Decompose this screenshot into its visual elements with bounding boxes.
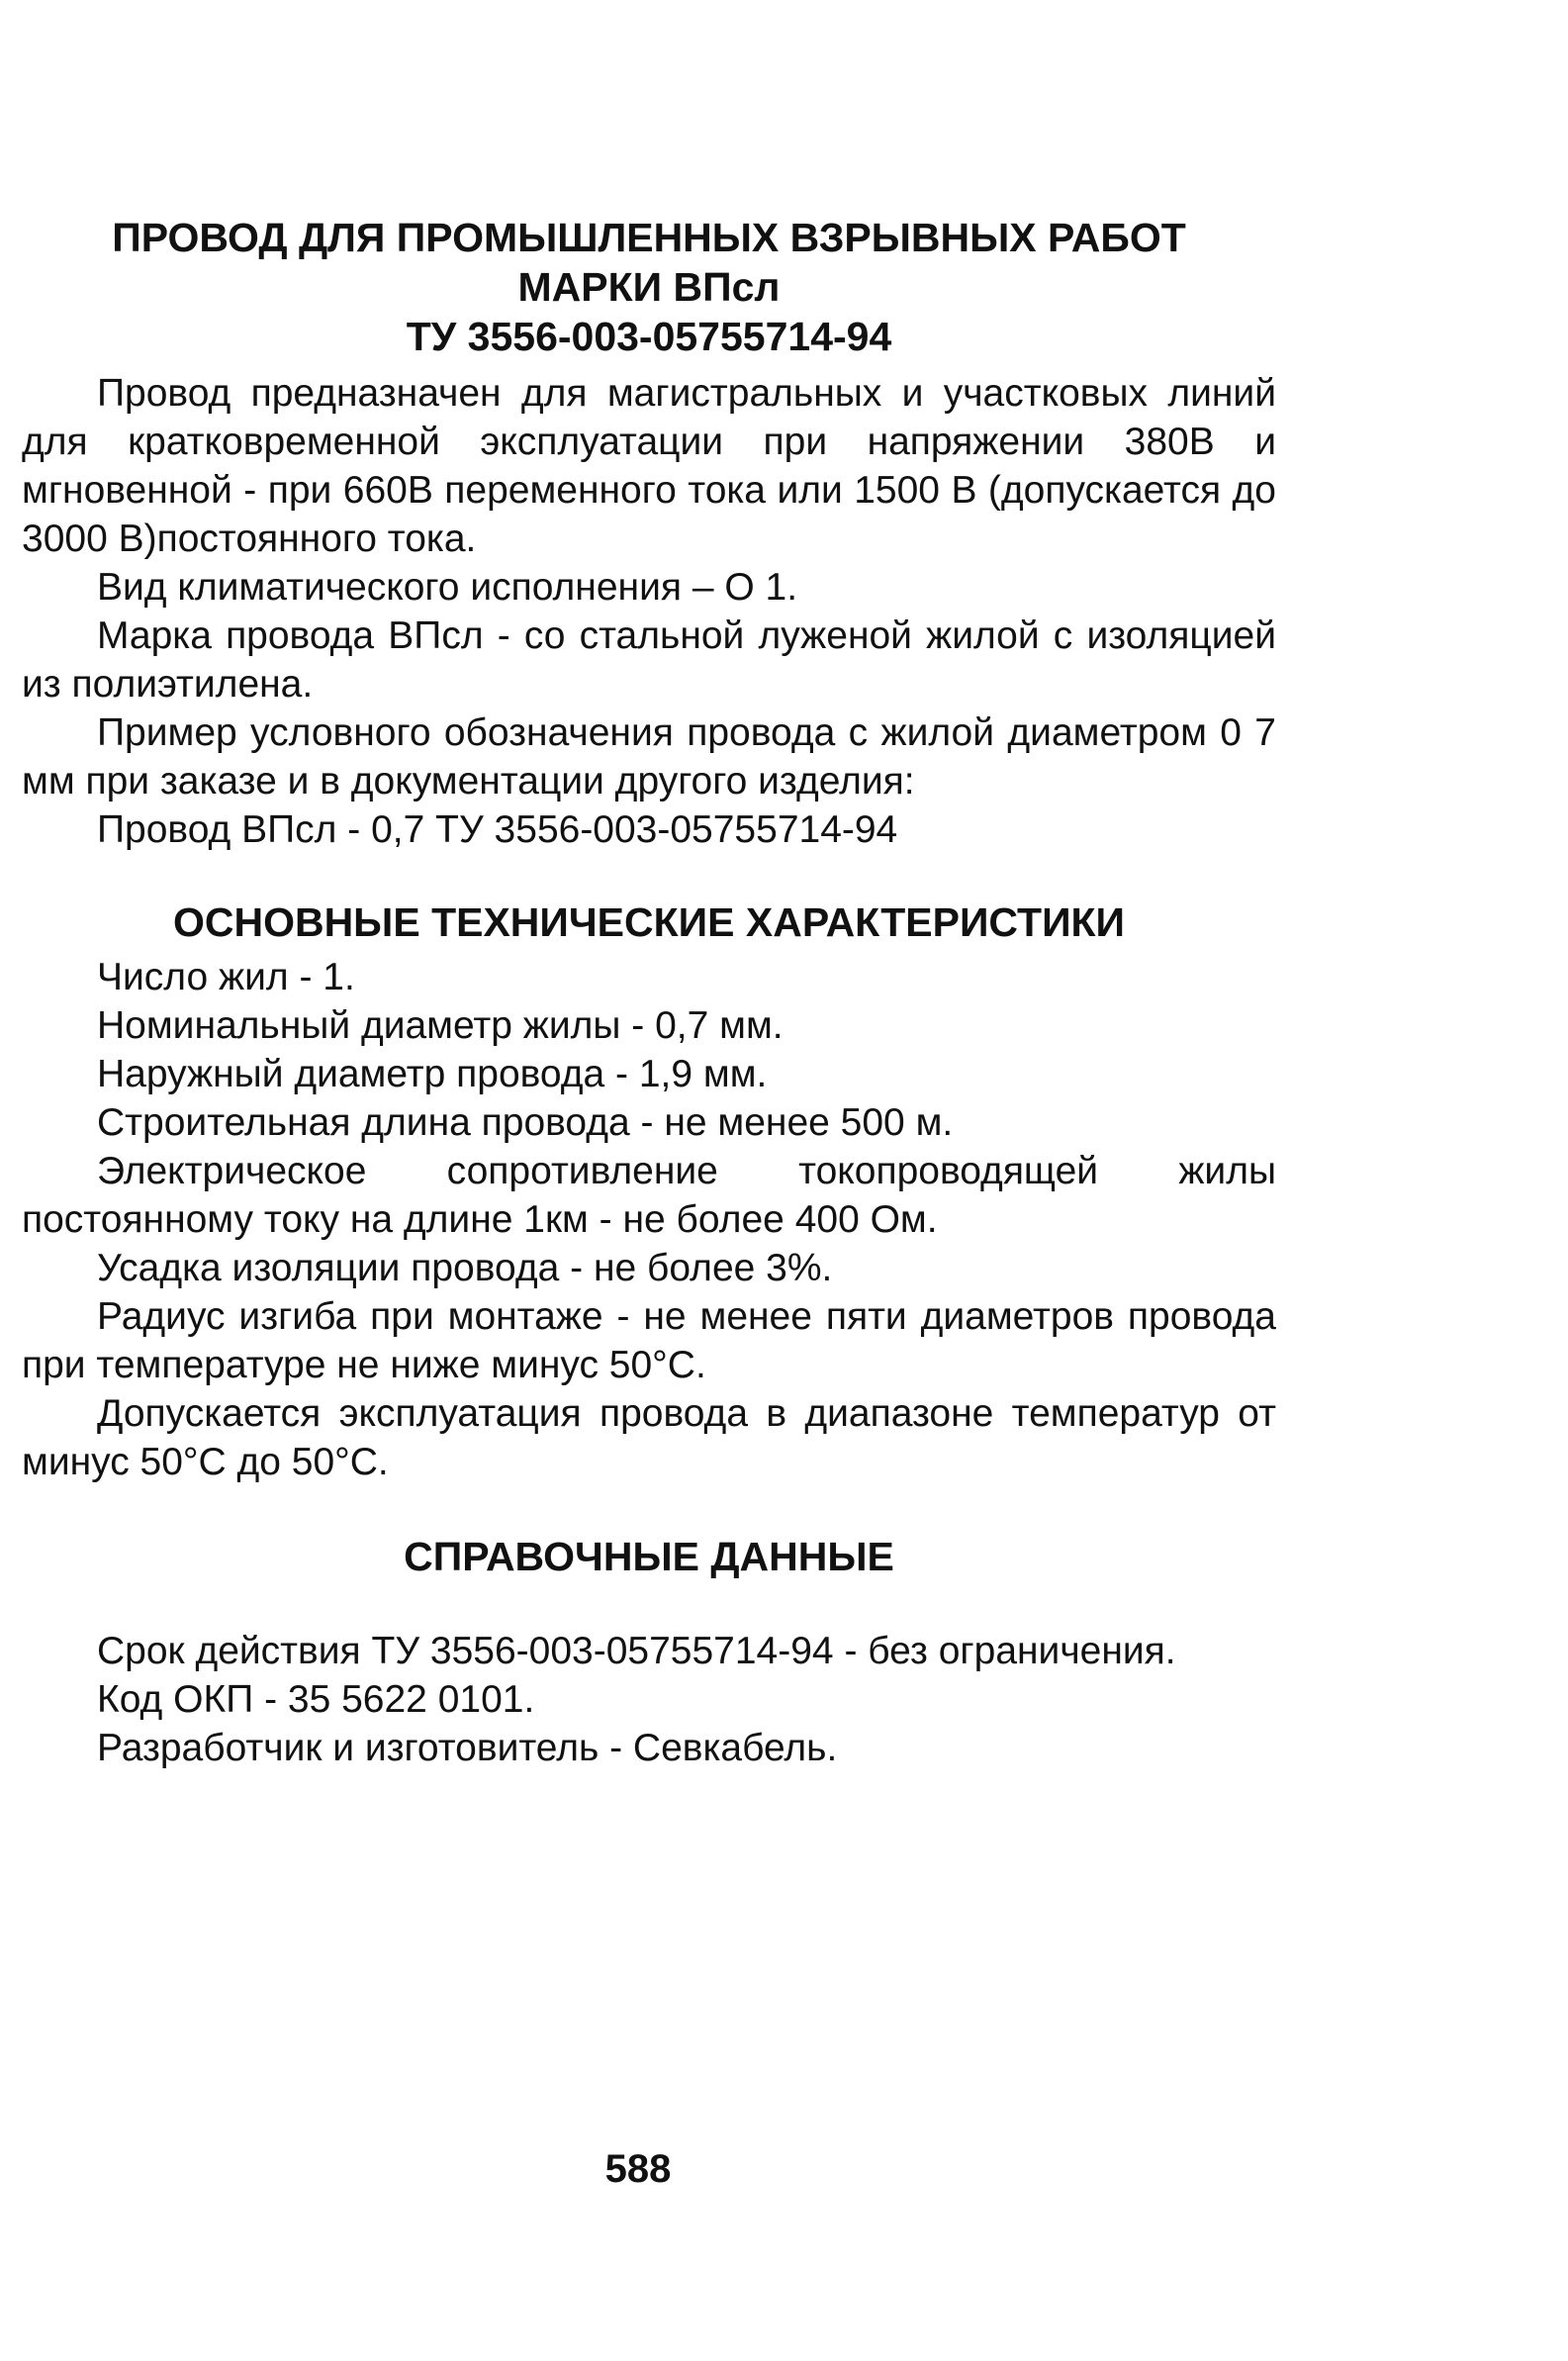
intro-paragraph: Марка провода ВПсл - со стальной луженой жилой с изоляцией из полиэтилена.	[22, 614, 1276, 706]
tech-item: Строительная длина провода - не менее 500 м.	[97, 1101, 954, 1144]
intro-paragraph: Провод предназначен для магистральных и участковых линий для кратковременной эксплуатации при напряжении 380В и мгновенной - при 660В переменного тока или 1500 В (допускается до 3000 В)постоянного тока.	[22, 372, 1276, 560]
document-body	[22, 213, 1276, 1772]
tech-section-heading: ОСНОВНЫЕ ТЕХНИЧЕСКИЕ ХАРАКТЕРИСТИКИ	[172, 899, 1126, 945]
intro-paragraph: Вид климатического исполнения – О 1.	[97, 566, 798, 609]
tech-item: Электрическое сопротивление токопроводящей жилы постоянному току на длине 1км - не более 400 Ом.	[22, 1150, 1276, 1241]
tech-item: Наружный диаметр провода - 1,9 мм.	[97, 1053, 768, 1095]
intro-paragraph: Пример условного обозначения провода с жилой диаметром 0 7 мм при заказе и в документации другого изделия:	[22, 711, 1276, 803]
document-title: ПРОВОД ДЛЯ ПРОМЫШЛЕННЫХ ВЗРЫВНЫХ РАБОТ	[112, 215, 1186, 260]
reference-section-heading: СПРАВОЧНЫЕ ДАННЫЕ	[404, 1534, 894, 1579]
spec-number: ТУ 3556-003-05755714-94	[406, 314, 892, 359]
page-number: 588	[604, 2147, 672, 2191]
product-mark: МАРКИ ВПсл	[517, 264, 781, 310]
reference-item: Разработчик и изготовитель - Севкабель.	[97, 1727, 838, 1769]
tech-item: Допускается эксплуатация провода в диапазоне температур от минус 50°С до 50°С.	[22, 1392, 1276, 1483]
tech-item: Радиус изгиба при монтаже - не менее пяти диаметров провода при температуре не ниже минус 50°С.	[22, 1295, 1276, 1386]
reference-section	[22, 1627, 1276, 1772]
tech-item: Усадка изоляции провода - не более 3%.	[97, 1247, 833, 1289]
tech-item: Число жил - 1.	[97, 956, 355, 998]
reference-item: Код ОКП - 35 5622 0101.	[97, 1678, 535, 1721]
intro-paragraph: Провод ВПсл - 0,7 ТУ 3556-003-05755714-94	[97, 808, 898, 851]
tech-item: Номинальный диаметр жилы - 0,7 мм.	[97, 1004, 784, 1047]
intro-section	[22, 369, 1276, 854]
reference-item: Срок действия ТУ 3556-003-05755714-94 - без ограничения.	[97, 1630, 1176, 1672]
tech-section	[22, 953, 1276, 1486]
title-block	[22, 213, 1276, 361]
